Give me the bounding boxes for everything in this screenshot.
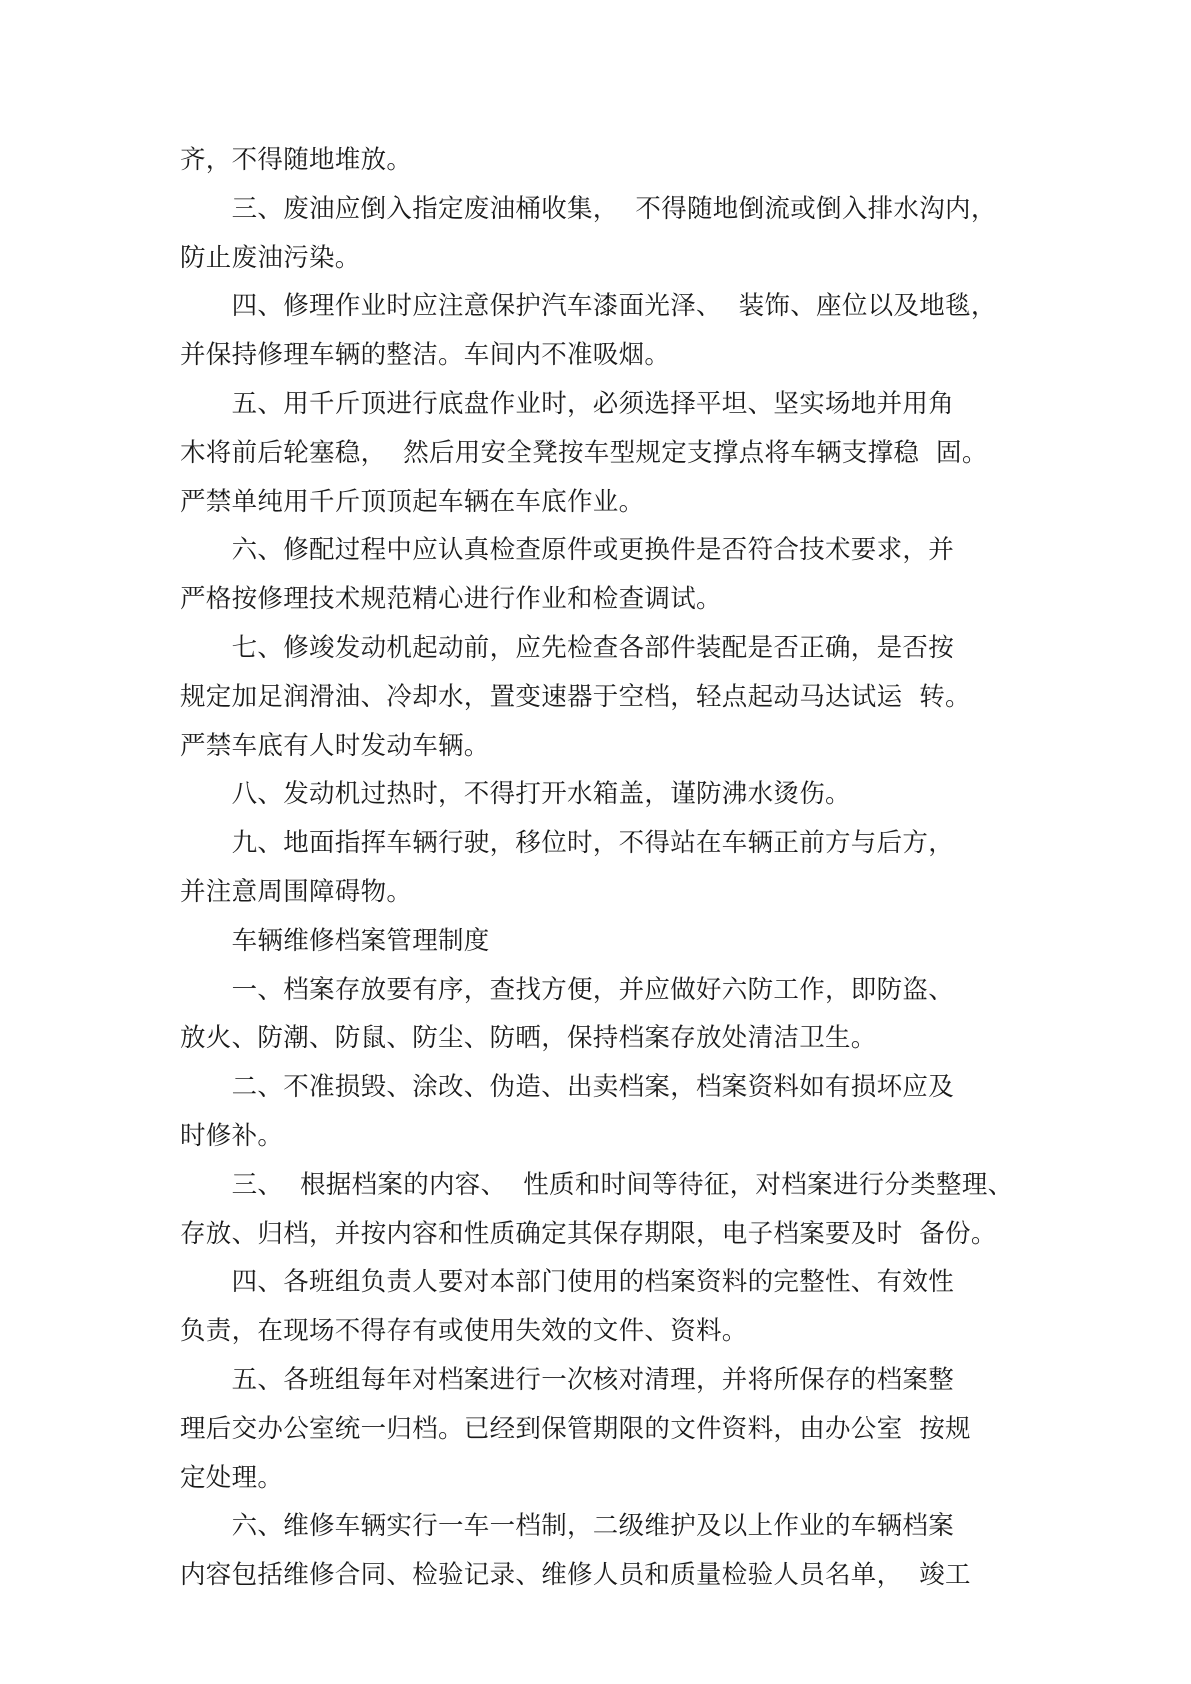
text-line: 严禁单纯用千斤顶顶起车辆在车底作业。 xyxy=(180,486,645,517)
text-line: 定处理。 xyxy=(180,1462,284,1493)
text-line: 时修补。 xyxy=(180,1120,284,1151)
text-line: 八、发动机过热时，不得打开水箱盖，谨防沸水烫伤。 xyxy=(180,779,851,810)
text-line: 负责，在现场不得存有或使用失效的文件、资料。 xyxy=(180,1316,748,1347)
text-line: 理后交办公室统一归档。已经到保管期限的文件资料，由办公室 按规 xyxy=(180,1413,971,1444)
text-line: 三、 根据档案的内容、 性质和时间等待征，对档案进行分类整理、 xyxy=(180,1169,1014,1200)
text-line: 并注意周围障碍物。 xyxy=(180,876,413,907)
text-line: 五、各班组每年对档案进行一次核对清理，并将所保存的档案整 xyxy=(180,1364,955,1395)
text-line: 七、修竣发动机起动前，应先检查各部件装配是否正确，是否按 xyxy=(180,632,955,663)
text-line: 九、地面指挥车辆行驶，移位时，不得站在车辆正前方与后方， xyxy=(180,828,955,859)
text-line: 并保持修理车辆的整洁。车间内不准吸烟。 xyxy=(180,340,671,371)
text-line: 严格按修理技术规范精心进行作业和检查调试。 xyxy=(180,584,722,615)
text-line: 四、各班组负责人要对本部门使用的档案资料的完整性、有效性 xyxy=(180,1267,955,1298)
text-line: 一、档案存放要有序，查找方便，并应做好六防工作，即防盗、 xyxy=(180,974,955,1005)
text-line: 防止废油污染。 xyxy=(180,242,361,273)
text-line: 放火、防潮、防鼠、防尘、防晒，保持档案存放处清洁卫生。 xyxy=(180,1023,877,1054)
text-line: 存放、归档，并按内容和性质确定其保存期限，电子档案要及时 备份。 xyxy=(180,1218,997,1249)
text-line: 六、维修车辆实行一车一档制，二级维护及以上作业的车辆档案 xyxy=(180,1511,955,1542)
text-line: 五、用千斤顶进行底盘作业时，必须选择平坦、坚实场地并用角 xyxy=(180,388,955,419)
document-body xyxy=(180,136,1020,1600)
text-line: 规定加足润滑油、冷却水，置变速器于空档，轻点起动马达试运 转。 xyxy=(180,681,971,712)
text-line: 四、修理作业时应注意保护汽车漆面光泽、 装饰、座位以及地毯， xyxy=(180,291,997,322)
section-heading: 车辆维修档案管理制度 xyxy=(180,925,490,956)
text-line: 三、废油应倒入指定废油桶收集， 不得随地倒流或倒入排水沟内， xyxy=(180,193,997,224)
text-line: 六、修配过程中应认真检查原件或更换件是否符合技术要求，并 xyxy=(180,535,955,566)
text-line: 木将前后轮塞稳， 然后用安全凳按车型规定支撑点将车辆支撑稳 固。 xyxy=(180,437,988,468)
text-line: 内容包括维修合同、检验记录、维修人员和质量检验人员名单， 竣工 xyxy=(180,1560,971,1591)
text-line: 齐，不得随地堆放。 xyxy=(180,145,413,175)
text-line: 二、不准损毁、涂改、伪造、出卖档案，档案资料如有损坏应及 xyxy=(180,1072,955,1103)
text-line: 严禁车底有人时发动车辆。 xyxy=(180,730,490,761)
